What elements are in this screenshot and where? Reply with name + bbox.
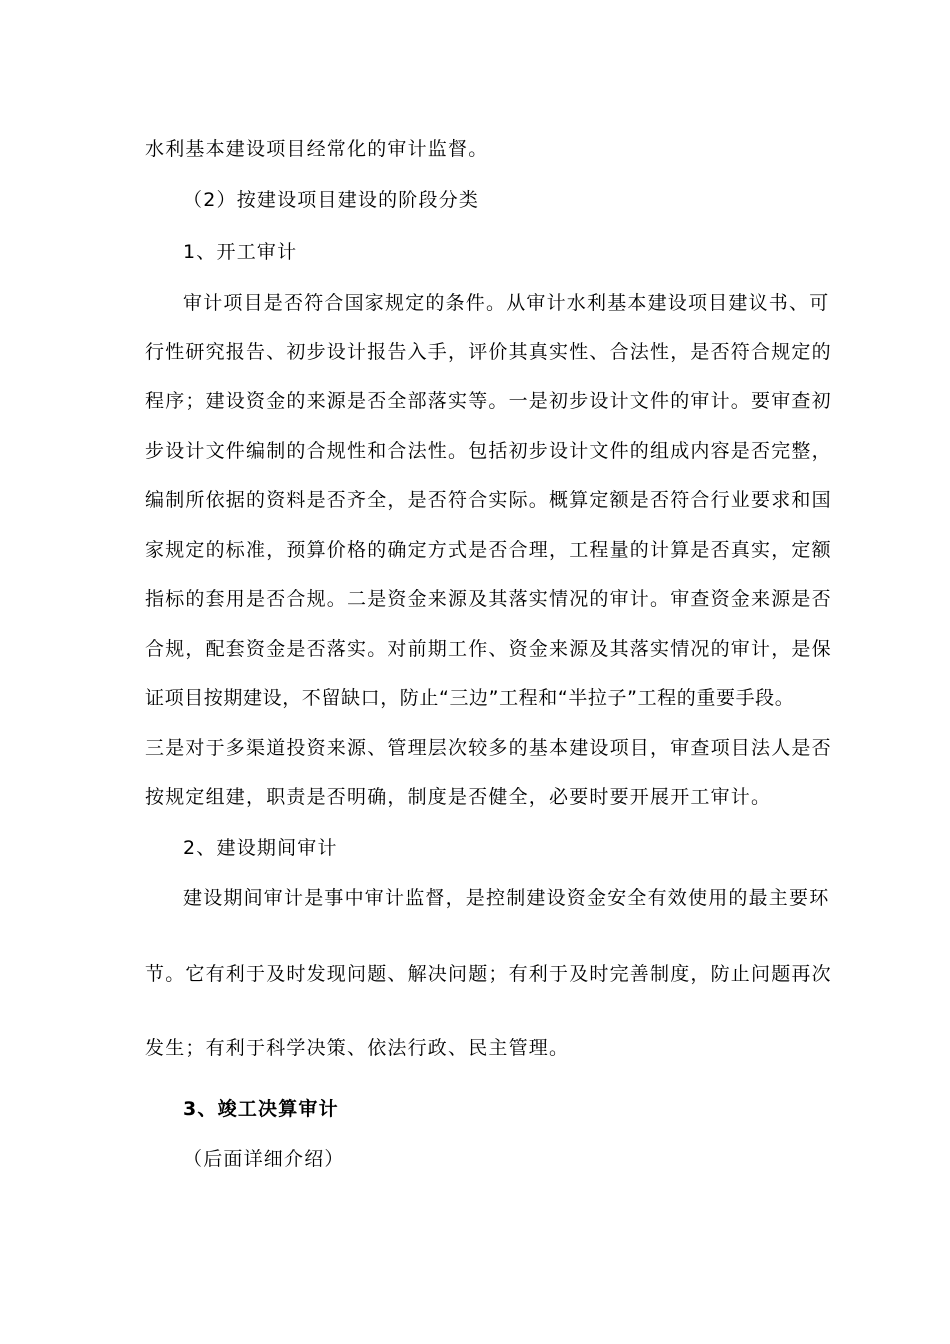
- body-text-line: 证项目按期建设，不留缺口，防止“三边”工程和“半拉子”工程的重要手段。: [145, 687, 795, 709]
- body-text-line: 三是对于多渠道投资来源、管理层次较多的基本建设项目，审查项目法人是否: [145, 737, 832, 759]
- item-heading: 1、开工审计: [183, 241, 298, 263]
- section-subheading: （2）按建设项目建设的阶段分类: [183, 189, 480, 211]
- body-text-line: 审计项目是否符合国家规定的条件。从审计水利基本建设项目建议书、可: [183, 292, 830, 314]
- body-text-line: 节。它有利于及时发现问题、解决问题；有利于及时完善制度，防止问题再次: [145, 963, 832, 985]
- body-text-line: 家规定的标准，预算价格的确定方式是否合理，工程量的计算是否真实，定额: [145, 539, 832, 561]
- body-text-line: 发生；有利于科学决策、依法行政、民主管理。: [145, 1037, 570, 1059]
- body-text-line: 合规，配套资金是否落实。对前期工作、资金来源及其落实情况的审计，是保: [145, 638, 832, 660]
- body-text-line: 步设计文件编制的合规性和合法性。包括初步设计文件的组成内容是否完整，: [145, 440, 832, 462]
- item-heading: 2、建设期间审计: [183, 837, 338, 859]
- body-text-line: 编制所依据的资料是否齐全，是否符合实际。概算定额是否符合行业要求和国: [145, 489, 832, 511]
- body-text-line: 指标的套用是否合规。二是资金来源及其落实情况的审计。审查资金来源是否: [145, 588, 832, 610]
- body-text-line: 建设期间审计是事中审计监督，是控制建设资金安全有效使用的最主要环: [183, 887, 830, 909]
- body-text-line: 水利基本建设项目经常化的审计监督。: [145, 138, 489, 160]
- body-text-line: （后面详细介绍）: [183, 1148, 345, 1170]
- item-heading: 3、竣工决算审计: [183, 1098, 339, 1120]
- body-text-line: 行性研究报告、初步设计报告入手，评价其真实性、合法性，是否符合规定的: [145, 341, 832, 363]
- body-text-line: 程序；建设资金的来源是否全部落实等。一是初步设计文件的审计。要审查初: [145, 390, 832, 412]
- body-text-line: 按规定组建，职责是否明确，制度是否健全，必要时要开展开工审计。: [145, 786, 772, 808]
